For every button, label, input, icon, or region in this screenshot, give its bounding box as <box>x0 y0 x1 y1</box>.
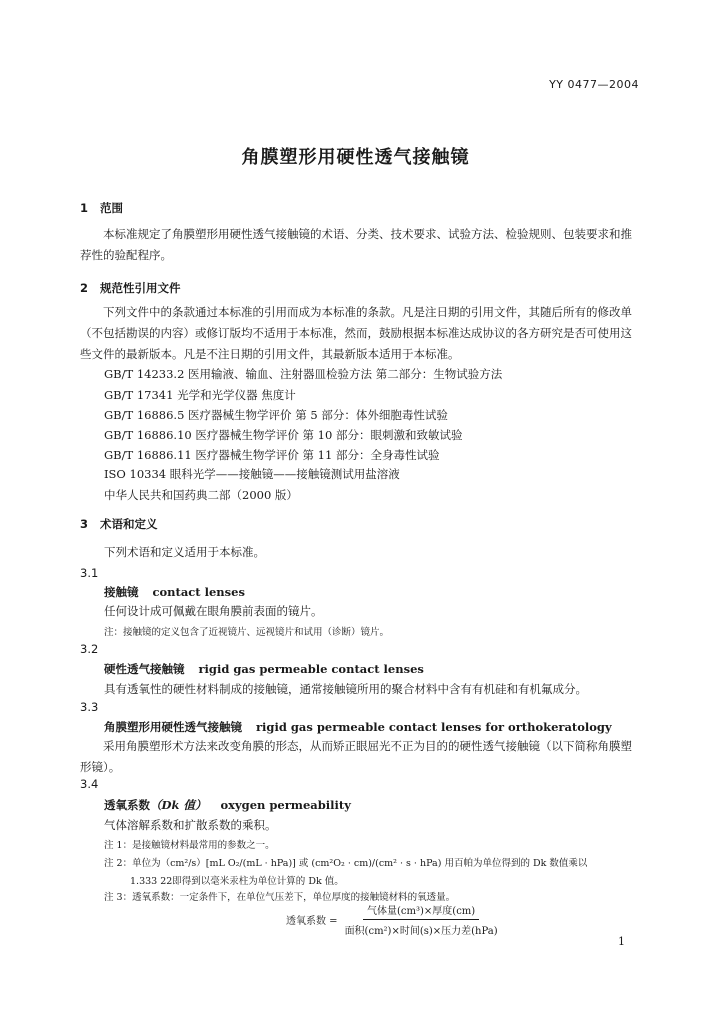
term-en: rigid gas permeable contact lenses <box>198 662 424 676</box>
term-note-continued: 1.333 22即得到以毫米汞柱为单位计算的 Dk 值。 <box>130 876 344 887</box>
term-en: oxygen permeability <box>220 798 351 812</box>
term-zh: 角膜塑形用硬性透气接触镜 <box>104 720 242 734</box>
section-3-intro: 下列术语和定义适用于本标准。 <box>104 545 265 559</box>
term-definition: 采用角膜塑形术方法来改变角膜的形态，从而矫正眼屈光不正为目的的硬性透气接触镜（以下简称角膜塑形镜）。 <box>80 739 632 774</box>
section-title: 范围 <box>100 201 123 215</box>
clause-number: 3.1 <box>80 566 99 580</box>
term-en: contact lenses <box>152 585 245 599</box>
term-zh: 透氧系数 <box>104 798 150 812</box>
term-zh: 接触镜 <box>104 585 139 599</box>
reference-item: GB/T 16886.11 医疗器械生物学评价 第 11 部分：全身毒性试验 <box>104 448 440 462</box>
section-3-heading <box>80 516 158 532</box>
term-heading <box>104 719 612 735</box>
term-zh: 硬性透气接触镜 <box>104 662 185 676</box>
page-number: 1 <box>618 935 625 948</box>
formula-numerator: 气体量(cm³)×厚度(cm) <box>363 902 479 920</box>
oxygen-permeability-formula <box>286 902 502 937</box>
term-note: 注：接触镜的定义包含了近视镜片、远视镜片和试用（诊断）镜片。 <box>104 627 390 638</box>
term-definition: 气体溶解系数和扩散系数的乘积。 <box>104 818 277 832</box>
formula-fraction <box>341 902 502 937</box>
formula-denominator: 面积(cm²)×时间(s)×压力差(hPa) <box>344 926 498 937</box>
formula-lhs: 透氧系数 = <box>286 916 338 927</box>
reference-item: 中华人民共和国药典二部（2000 版） <box>104 488 298 502</box>
term-definition: 具有透氧性的硬性材料制成的接触镜，通常接触镜所用的聚合材料中含有有机硅和有机氟成分。 <box>104 682 587 696</box>
section-number: 3 <box>80 517 89 531</box>
standard-number: YY 0477—2004 <box>549 78 639 91</box>
section-title: 规范性引用文件 <box>100 281 181 295</box>
clause-number: 3.3 <box>80 700 99 714</box>
page-title: 角膜塑形用硬性透气接触镜 <box>241 147 470 168</box>
term-en: rigid gas permeable contact lenses for orthokeratology <box>256 720 612 734</box>
section-number: 2 <box>80 281 89 295</box>
clause-number: 3.2 <box>80 642 99 656</box>
term-note: 注 3：透氧系数：一定条件下，在单位气压差下，单位厚度的接触镜材料的氧透量。 <box>104 892 456 903</box>
section-2-heading <box>80 280 181 296</box>
section-1-heading <box>80 200 123 216</box>
reference-item: GB/T 14233.2 医用输液、输血、注射器皿检验方法 第二部分：生物试验方法 <box>104 367 503 381</box>
term-note: 注 2：单位为（cm²/s）[mL O₂/(mL · hPa)] 或 (cm²O₂ · cm)/(cm² · s · hPa) 用百帕为单位得到的 Dk 数值乘以 <box>104 858 588 869</box>
term-note: 注 1：是接触镜材料最常用的参数之一。 <box>104 840 275 851</box>
term-heading <box>104 584 245 600</box>
term-heading <box>104 797 351 813</box>
term-symbol: （Dk 值） <box>150 798 207 812</box>
reference-item: GB/T 16886.5 医疗器械生物学评价 第 5 部分：体外细胞毒性试验 <box>104 408 448 422</box>
reference-item: ISO 10334 眼科光学——接触镜——接触镜测试用盐溶液 <box>104 467 400 481</box>
clause-number: 3.4 <box>80 777 99 791</box>
term-definition: 任何设计成可佩戴在眼角膜前表面的镜片。 <box>104 604 323 618</box>
section-title: 术语和定义 <box>100 517 158 531</box>
section-number: 1 <box>80 201 89 215</box>
term-heading <box>104 661 424 677</box>
reference-item: GB/T 16886.10 医疗器械生物学评价 第 10 部分：眼刺激和致敏试验 <box>104 428 463 442</box>
section-1-text: 本标准规定了角膜塑形用硬性透气接触镜的术语、分类、技术要求、试验方法、检验规则、包装要求和推荐性的验配程序。 <box>80 227 632 262</box>
reference-item: GB/T 17341 光学和光学仪器 焦度计 <box>104 388 296 402</box>
section-2-text: 下列文件中的条款通过本标准的引用而成为本标准的条款。凡是注日期的引用文件，其随后所有的修改单（不包括勘误的内容）或修订版均不适用于本标准，然而，鼓励根据本标准达成协议的各方研究是否可使用这些文件的最新版本。凡是不注日期的引用文件，其最新版本适用于本标准。 <box>80 305 632 361</box>
